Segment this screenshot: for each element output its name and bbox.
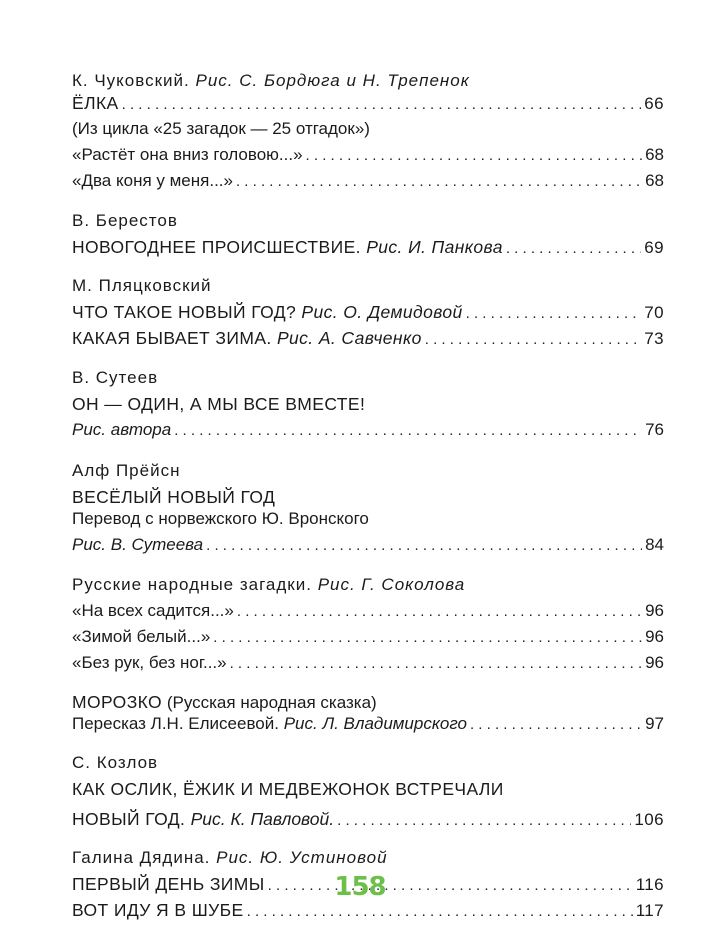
- dot-leader: [337, 810, 631, 832]
- author-name: М. Пляцковский: [72, 276, 212, 295]
- entry-title: ВЕСЁЛЫЙ НОВЫЙ ГОД: [72, 487, 276, 507]
- entry-note: (Русская народная сказка): [166, 693, 377, 712]
- illustrator-credit: Рис. Ю. Устиновой: [216, 848, 388, 867]
- entry-title: «Без рук, без ног...»: [72, 653, 227, 672]
- entry-title: МОРОЗКО: [72, 692, 163, 712]
- toc-entry[interactable]: [72, 808, 664, 830]
- entry-title: НОВЫЙ ГОД.: [72, 809, 186, 829]
- toc-entry-title[interactable]: [72, 691, 664, 713]
- entry-page-number: 69: [644, 238, 664, 257]
- dot-leader: [425, 329, 642, 351]
- toc-author-line: [72, 752, 664, 774]
- toc-entry-title[interactable]: [72, 778, 664, 800]
- entry-title: ЁЛКА: [72, 93, 119, 113]
- toc-entry[interactable]: [72, 713, 664, 735]
- entry-page-number: 116: [635, 875, 664, 894]
- toc-entry[interactable]: [72, 236, 664, 258]
- entry-page-number: 106: [634, 810, 664, 829]
- entry-title: ПЕРВЫЙ ДЕНЬ ЗИМЫ: [72, 874, 265, 894]
- entry-page-number: 76: [645, 420, 664, 439]
- illustrator-credit: Рис. Л. Владимирского: [283, 714, 467, 733]
- entry-title: «На всех садится...»: [72, 601, 234, 620]
- toc-entry[interactable]: [72, 652, 664, 674]
- dot-leader: [306, 145, 643, 167]
- dot-leader: [470, 714, 642, 736]
- toc-entry[interactable]: [72, 301, 664, 323]
- toc-entry[interactable]: [72, 419, 664, 441]
- entry-title: «Зимой белый...»: [72, 627, 211, 646]
- illustrator-credit: Рис. В. Сутеева: [72, 535, 204, 554]
- table-of-contents: [72, 70, 664, 921]
- dot-leader: [247, 901, 633, 923]
- cycle-note: (Из цикла «25 загадок — 25 отгадок»): [72, 119, 370, 138]
- illustrator-credit: Рис. О. Демидовой: [301, 302, 463, 322]
- toc-entry[interactable]: [72, 327, 664, 349]
- illustrator-credit: Рис. И. Панкова: [366, 237, 503, 257]
- toc-author-line: [72, 367, 664, 389]
- author-name: К. Чуковский.: [72, 71, 190, 90]
- dot-leader: [230, 653, 642, 675]
- entry-page-number: 96: [645, 627, 664, 646]
- entry-title: «Растёт она вниз головою...»: [72, 145, 303, 164]
- toc-entry[interactable]: [72, 534, 664, 556]
- toc-entry[interactable]: [72, 92, 664, 114]
- entry-page-number: 68: [645, 145, 664, 164]
- author-name: В. Сутеев: [72, 368, 159, 387]
- dot-leader: [466, 303, 642, 325]
- toc-author-line: [72, 574, 664, 596]
- illustrator-credit: Рис. К. Павловой.: [190, 809, 335, 829]
- entry-title: КАК ОСЛИК, ЁЖИК И МЕДВЕЖОНОК ВСТРЕЧАЛИ: [72, 779, 504, 799]
- author-name: С. Козлов: [72, 753, 159, 772]
- entry-title: НОВОГОДНЕЕ ПРОИСШЕСТВИЕ.: [72, 237, 361, 257]
- toc-author-line: [72, 210, 664, 232]
- toc-translation: [72, 508, 664, 530]
- translation-credit: Перевод с норвежского Ю. Вронского: [72, 509, 369, 528]
- dot-leader: [236, 171, 642, 193]
- toc-author-line: [72, 847, 664, 869]
- toc-entry[interactable]: [72, 626, 664, 648]
- toc-entry[interactable]: [72, 899, 664, 921]
- dot-leader: [206, 535, 642, 557]
- entry-page-number: 97: [645, 714, 664, 733]
- entry-page-number: 73: [644, 329, 664, 348]
- entry-title: ВОТ ИДУ Я В ШУБЕ: [72, 900, 244, 920]
- toc-entry[interactable]: [72, 170, 664, 192]
- page-number: 158: [334, 872, 386, 902]
- toc-note: [72, 118, 664, 140]
- entry-title: КАКАЯ БЫВАЕТ ЗИМА.: [72, 328, 272, 348]
- entry-page-number: 84: [645, 535, 664, 554]
- illustrator-credit: Рис. А. Савченко: [276, 328, 422, 348]
- entry-title: «Два коня у меня...»: [72, 171, 233, 190]
- entry-page-number: 66: [644, 94, 664, 113]
- dot-leader: [506, 238, 641, 260]
- toc-entry-title[interactable]: [72, 393, 664, 415]
- illustrator-credit: Рис. Г. Соколова: [317, 575, 466, 594]
- illustrator-credit: Рис. автора: [72, 420, 172, 439]
- toc-entry-title[interactable]: [72, 486, 664, 508]
- dot-leader: [213, 627, 642, 649]
- dot-leader: [122, 94, 642, 116]
- toc-entry[interactable]: [72, 600, 664, 622]
- toc-author-line: [72, 275, 664, 297]
- entry-page-number: 96: [645, 601, 664, 620]
- author-name: Алф Прёйсн: [72, 461, 181, 480]
- entry-title: ЧТО ТАКОЕ НОВЫЙ ГОД?: [72, 302, 297, 322]
- illustrator-credit: Рис. С. Бордюга и Н. Трепенок: [195, 71, 470, 90]
- retelling-credit: Пересказ Л.Н. Елисеевой.: [72, 714, 279, 733]
- dot-leader: [237, 601, 642, 623]
- toc-author-line: [72, 460, 664, 482]
- author-name: Галина Дядина.: [72, 848, 211, 867]
- entry-page-number: 117: [635, 901, 664, 920]
- entry-title: ОН — ОДИН, А МЫ ВСЕ ВМЕСТЕ!: [72, 394, 366, 414]
- entry-page-number: 68: [645, 171, 664, 190]
- author-name: Русские народные загадки.: [72, 575, 312, 594]
- author-name: В. Берестов: [72, 211, 178, 230]
- entry-page-number: 96: [645, 653, 664, 672]
- dot-leader: [174, 420, 642, 442]
- entry-page-number: 70: [644, 303, 664, 322]
- toc-entry[interactable]: [72, 144, 664, 166]
- toc-author-line: [72, 70, 664, 92]
